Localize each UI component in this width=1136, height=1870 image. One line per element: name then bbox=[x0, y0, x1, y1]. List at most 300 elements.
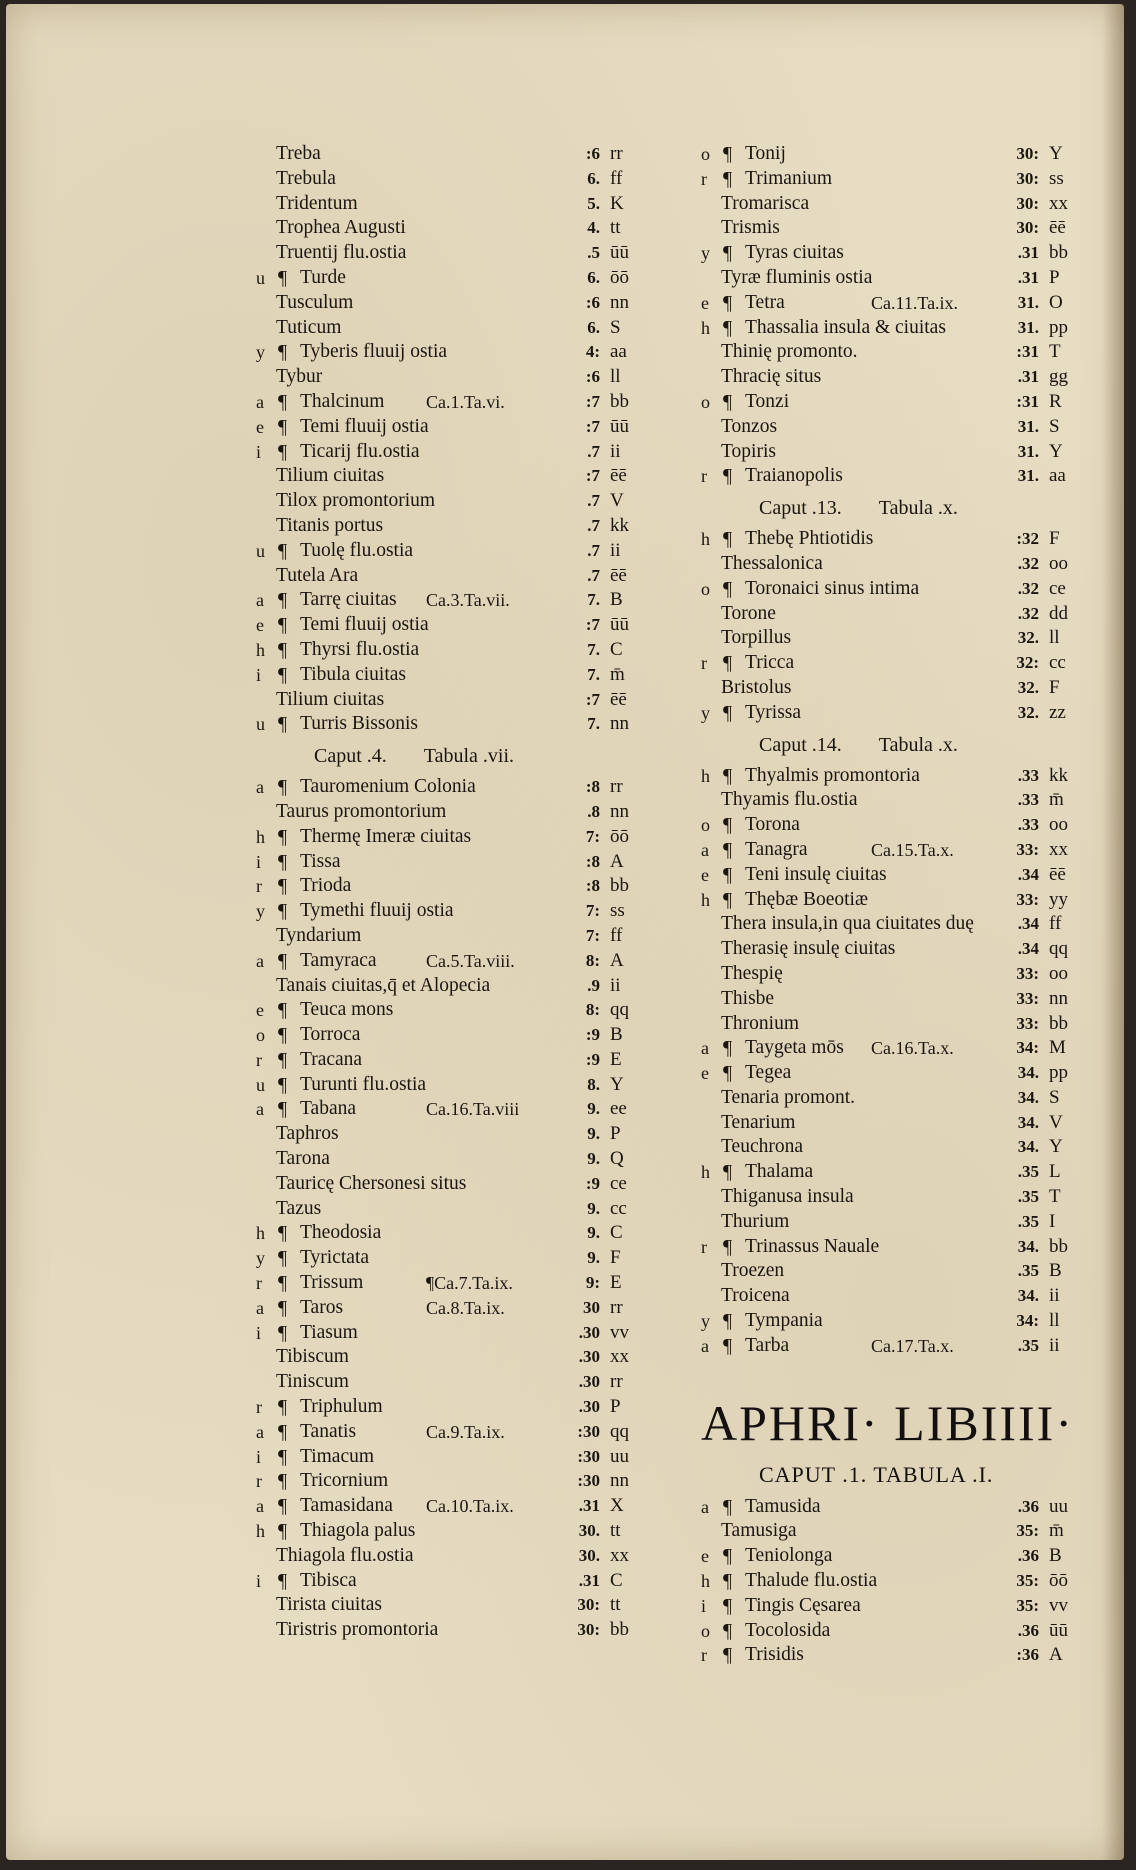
page-number: .30 bbox=[578, 1372, 600, 1392]
left-column bbox=[256, 142, 644, 1643]
grid-letter: tt bbox=[610, 217, 621, 239]
page-number: :30 bbox=[577, 1421, 600, 1441]
index-entry bbox=[256, 1048, 644, 1073]
index-entry bbox=[256, 588, 644, 613]
entry-name: Thessalonica bbox=[721, 552, 823, 574]
marginal-letter: h bbox=[256, 1521, 265, 1542]
entry-name: Therasię insulę ciuitas bbox=[721, 938, 896, 960]
index-entry bbox=[256, 440, 644, 465]
page-number: .7 bbox=[587, 515, 600, 535]
marginal-letter: e bbox=[256, 615, 264, 636]
page-number: 34. bbox=[1017, 1236, 1039, 1256]
caput-reference: Ca.8.Ta.ix. bbox=[426, 1297, 505, 1318]
caput-reference: Ca.5.Ta.viii. bbox=[426, 950, 515, 971]
page-number: .35 bbox=[1017, 1335, 1039, 1355]
index-entry bbox=[256, 142, 644, 167]
index-entry bbox=[701, 1619, 1083, 1644]
page-number: 33: bbox=[1016, 963, 1039, 983]
grid-letter: m̄ bbox=[1049, 789, 1064, 811]
grid-letter: ōō bbox=[1049, 1570, 1068, 1592]
entry-name: Thinię promonto. bbox=[721, 341, 858, 363]
index-entry bbox=[256, 712, 644, 737]
index-entry bbox=[256, 390, 644, 415]
index-entry bbox=[256, 1445, 644, 1470]
index-entry bbox=[256, 1618, 644, 1643]
grid-letter: ll bbox=[1049, 1310, 1060, 1332]
index-entry bbox=[701, 192, 1083, 217]
pilcrow-icon: ¶ bbox=[278, 875, 288, 898]
entry-name: Ticarij flu.ostia bbox=[300, 440, 420, 462]
entry-name: Tiristris promontoria bbox=[276, 1619, 439, 1641]
grid-letter: P bbox=[610, 1123, 621, 1145]
entry-name: Tauromenium Colonia bbox=[300, 776, 476, 798]
marginal-letter: i bbox=[256, 1446, 262, 1467]
page-number: .33 bbox=[1017, 815, 1039, 835]
entry-name: Tabana bbox=[300, 1098, 357, 1120]
index-entry bbox=[256, 167, 644, 192]
entry-name: Thebę Phtiotidis bbox=[745, 528, 874, 550]
entry-name: Timacum bbox=[300, 1445, 375, 1467]
index-entry bbox=[701, 1235, 1083, 1260]
pilcrow-icon: ¶ bbox=[278, 440, 288, 463]
grid-letter: ūū bbox=[610, 242, 629, 264]
grid-letter: pp bbox=[1049, 316, 1068, 338]
pilcrow-icon: ¶ bbox=[278, 1222, 288, 1245]
pilcrow-icon: ¶ bbox=[723, 242, 733, 265]
index-entry bbox=[256, 1296, 644, 1321]
entry-name: Tyræ fluminis ostia bbox=[721, 266, 873, 288]
page-number: 7. bbox=[587, 590, 600, 610]
grid-letter: ss bbox=[1049, 167, 1064, 189]
pilcrow-icon: ¶ bbox=[723, 1161, 733, 1184]
pilcrow-icon: ¶ bbox=[723, 1235, 733, 1258]
marginal-letter: y bbox=[256, 342, 265, 363]
page-number: 7. bbox=[587, 664, 600, 684]
grid-letter: rr bbox=[610, 776, 623, 798]
page-number: 30: bbox=[1016, 144, 1039, 163]
entry-name: Taphros bbox=[276, 1123, 339, 1145]
grid-letter: T bbox=[1049, 1186, 1061, 1208]
entry-name: Tymethi fluuij ostia bbox=[300, 900, 454, 922]
entry-name: Trophea Augusti bbox=[276, 217, 406, 239]
index-entry bbox=[701, 415, 1083, 440]
marginal-letter: r bbox=[256, 1049, 262, 1070]
entry-name: Tyberis fluuij ostia bbox=[300, 341, 448, 363]
page-number: :30 bbox=[577, 1471, 600, 1491]
grid-letter: rr bbox=[610, 1296, 623, 1318]
page-number: 33: bbox=[1016, 889, 1039, 909]
grid-letter: ff bbox=[1049, 913, 1062, 935]
page-number: :7 bbox=[585, 466, 600, 486]
entry-name: Trebula bbox=[276, 167, 336, 189]
marginal-letter: e bbox=[256, 416, 264, 437]
index-entry bbox=[701, 216, 1083, 241]
page-number: 30. bbox=[578, 1545, 600, 1565]
index-entry bbox=[701, 1210, 1083, 1235]
grid-letter: S bbox=[1049, 1086, 1060, 1108]
index-entry bbox=[256, 1345, 644, 1370]
entry-name: Troicena bbox=[721, 1285, 790, 1307]
pilcrow-icon: ¶ bbox=[723, 528, 733, 551]
entry-name: Troezen bbox=[721, 1260, 785, 1282]
entry-name: Theodosia bbox=[300, 1222, 382, 1244]
caput-reference: Ca.3.Ta.vii. bbox=[426, 590, 510, 611]
index-entry bbox=[701, 1135, 1083, 1160]
index-entry bbox=[701, 764, 1083, 789]
index-entry bbox=[701, 1334, 1083, 1359]
marginal-letter: e bbox=[701, 864, 709, 885]
grid-letter: nn bbox=[610, 291, 629, 313]
page-number: .32 bbox=[1017, 553, 1039, 573]
index-entry bbox=[256, 1569, 644, 1594]
page-number: .7 bbox=[587, 441, 600, 461]
entry-name: Turris Bissonis bbox=[300, 713, 418, 735]
grid-letter: kk bbox=[610, 514, 629, 536]
grid-letter: S bbox=[610, 316, 621, 338]
entry-name: Thalude flu.ostia bbox=[745, 1570, 878, 1592]
marginal-letter: h bbox=[256, 639, 265, 660]
grid-letter: ii bbox=[610, 539, 621, 561]
page-number: .36 bbox=[1017, 1496, 1039, 1516]
page-number: :6 bbox=[585, 292, 600, 312]
grid-letter: V bbox=[610, 490, 624, 512]
index-entry bbox=[256, 216, 644, 241]
pilcrow-icon: ¶ bbox=[723, 1570, 733, 1593]
pilcrow-icon: ¶ bbox=[278, 1024, 288, 1047]
pilcrow-icon: ¶ bbox=[278, 776, 288, 799]
pilcrow-icon: ¶ bbox=[723, 1334, 733, 1357]
grid-letter: qq bbox=[610, 1420, 629, 1442]
index-entry bbox=[701, 241, 1083, 266]
grid-letter: A bbox=[610, 850, 624, 872]
index-entry bbox=[701, 390, 1083, 415]
entry-name: Tazus bbox=[276, 1197, 322, 1219]
index-entry bbox=[701, 1284, 1083, 1309]
entry-name: Torone bbox=[721, 602, 776, 624]
entry-name: Teuchrona bbox=[721, 1136, 804, 1158]
page-number: :7 bbox=[585, 391, 600, 411]
entry-name: Trisidis bbox=[745, 1644, 804, 1666]
page-number: :6 bbox=[585, 144, 600, 163]
entry-name: Tibula ciuitas bbox=[300, 663, 406, 685]
entry-name: Trinassus Nauale bbox=[745, 1235, 880, 1257]
grid-letter: xx bbox=[1049, 192, 1068, 214]
index-entry bbox=[701, 626, 1083, 651]
page-number: 4: bbox=[585, 342, 600, 362]
grid-letter: bb bbox=[1049, 242, 1068, 264]
section-heading bbox=[256, 737, 644, 775]
entry-name: Taygeta mōs bbox=[745, 1037, 844, 1059]
caput-label: Caput .4. bbox=[314, 745, 387, 768]
index-entry bbox=[701, 1111, 1083, 1136]
entry-name: Tilium ciuitas bbox=[276, 465, 385, 487]
entry-name: Thalama bbox=[745, 1161, 814, 1183]
pilcrow-icon: ¶ bbox=[723, 577, 733, 600]
grid-letter: xx bbox=[1049, 838, 1068, 860]
grid-letter: ll bbox=[1049, 627, 1060, 649]
page-number: 31. bbox=[1017, 317, 1039, 337]
index-entry bbox=[701, 1544, 1083, 1569]
marginal-letter: i bbox=[256, 851, 262, 872]
index-entry bbox=[701, 1643, 1083, 1668]
entry-name: Thracię situs bbox=[721, 366, 822, 388]
entry-name: Tromarisca bbox=[721, 192, 810, 214]
pilcrow-icon: ¶ bbox=[723, 652, 733, 675]
index-entry bbox=[256, 899, 644, 924]
page-number: .31 bbox=[578, 1570, 600, 1590]
pilcrow-icon: ¶ bbox=[278, 638, 288, 661]
page-number: .7 bbox=[587, 540, 600, 560]
grid-letter: T bbox=[1049, 341, 1061, 363]
entry-name: Thisbe bbox=[721, 987, 775, 1009]
page-number: .34 bbox=[1017, 914, 1039, 934]
caput-reference: Ca.9.Ta.ix. bbox=[426, 1421, 505, 1442]
index-entry bbox=[701, 987, 1083, 1012]
index-entry bbox=[701, 552, 1083, 577]
marginal-letter: r bbox=[256, 1273, 262, 1294]
page-number: :31 bbox=[1016, 342, 1039, 362]
grid-letter: ōō bbox=[610, 825, 629, 847]
entry-name: Tuolę flu.ostia bbox=[300, 539, 414, 561]
page-number: 9: bbox=[585, 1273, 600, 1293]
page-number: 30: bbox=[1016, 193, 1039, 213]
grid-letter: bb bbox=[1049, 1235, 1068, 1257]
grid-letter: bb bbox=[610, 390, 629, 412]
page-number: .31 bbox=[1017, 367, 1039, 387]
page-number: .36 bbox=[1017, 1546, 1039, 1566]
entry-name: Triphulum bbox=[300, 1396, 383, 1418]
page-number: .35 bbox=[1017, 1261, 1039, 1281]
entry-name: Tauricę Chersonesi situs bbox=[276, 1172, 467, 1194]
index-entry bbox=[701, 863, 1083, 888]
grid-letter: V bbox=[1049, 1111, 1063, 1133]
page-number: .9 bbox=[587, 975, 600, 995]
marginal-letter: e bbox=[701, 1546, 709, 1567]
grid-letter: bb bbox=[610, 1619, 629, 1641]
pilcrow-icon: ¶ bbox=[723, 1619, 733, 1642]
index-entry bbox=[701, 1061, 1083, 1086]
page-number: 7: bbox=[585, 901, 600, 921]
page-number: 34. bbox=[1017, 1137, 1039, 1157]
grid-letter: F bbox=[1049, 676, 1060, 698]
page-number: .5 bbox=[587, 243, 600, 263]
page-number: .30 bbox=[578, 1347, 600, 1367]
page-number: .32 bbox=[1017, 603, 1039, 623]
entry-name: Tricca bbox=[745, 652, 795, 674]
page-number: .35 bbox=[1017, 1211, 1039, 1231]
grid-letter: ēē bbox=[610, 465, 627, 487]
index-entry bbox=[701, 1160, 1083, 1185]
pilcrow-icon: ¶ bbox=[723, 1594, 733, 1617]
page-number: .34 bbox=[1017, 939, 1039, 959]
index-entry bbox=[256, 688, 644, 713]
page-number: :7 bbox=[585, 416, 600, 436]
pilcrow-icon: ¶ bbox=[723, 838, 733, 861]
pilcrow-icon: ¶ bbox=[278, 1569, 288, 1592]
entry-name: Taros bbox=[300, 1296, 344, 1318]
grid-letter: ii bbox=[1049, 1334, 1060, 1356]
index-entry bbox=[256, 266, 644, 291]
pilcrow-icon: ¶ bbox=[278, 1520, 288, 1543]
entry-name: Treba bbox=[276, 143, 321, 164]
grid-letter: uu bbox=[610, 1445, 629, 1467]
entry-name: Thalcinum bbox=[300, 390, 385, 412]
page-number: 6. bbox=[587, 267, 600, 287]
index-entry bbox=[256, 291, 644, 316]
grid-letter: Y bbox=[1049, 440, 1063, 462]
index-entry bbox=[701, 1309, 1083, 1334]
pilcrow-icon: ¶ bbox=[278, 1098, 288, 1121]
entry-name: Tympania bbox=[745, 1310, 823, 1332]
index-entry bbox=[701, 813, 1083, 838]
entry-name: Tarba bbox=[745, 1334, 790, 1356]
entry-name: Tusculum bbox=[276, 291, 354, 313]
entry-name: Tenarium bbox=[721, 1111, 796, 1133]
index-entry bbox=[701, 142, 1083, 167]
page-number: 32. bbox=[1017, 702, 1039, 722]
page-number: 34: bbox=[1016, 1038, 1039, 1058]
grid-letter: R bbox=[1049, 390, 1062, 412]
entry-name: Tibiscum bbox=[276, 1346, 349, 1368]
pilcrow-icon: ¶ bbox=[723, 1037, 733, 1060]
page-number: .33 bbox=[1017, 765, 1039, 785]
marginal-letter: a bbox=[256, 1421, 264, 1442]
grid-letter: rr bbox=[610, 143, 623, 164]
grid-letter: cc bbox=[610, 1197, 627, 1219]
index-entry bbox=[256, 415, 644, 440]
grid-letter: vv bbox=[1049, 1594, 1068, 1616]
grid-letter: ll bbox=[610, 366, 621, 388]
entry-name: Tamusida bbox=[745, 1495, 821, 1517]
index-entry bbox=[256, 924, 644, 949]
section-heading bbox=[701, 489, 1083, 527]
grid-letter: cc bbox=[1049, 652, 1066, 674]
index-entry bbox=[701, 888, 1083, 913]
pilcrow-icon: ¶ bbox=[723, 1310, 733, 1333]
page-number: 31. bbox=[1017, 441, 1039, 461]
marginal-letter: y bbox=[256, 1248, 265, 1269]
entry-name: Tocolosida bbox=[745, 1619, 831, 1641]
marginal-letter: r bbox=[701, 653, 707, 674]
grid-letter: K bbox=[610, 192, 624, 214]
marginal-letter: y bbox=[256, 901, 265, 922]
page-number: 32. bbox=[1017, 628, 1039, 648]
marginal-letter: h bbox=[701, 317, 710, 338]
grid-letter: oo bbox=[1049, 814, 1068, 836]
entry-name: Tamasidana bbox=[300, 1495, 393, 1517]
grid-letter: B bbox=[610, 589, 623, 611]
index-entry bbox=[256, 1519, 644, 1544]
entry-name: Torona bbox=[745, 814, 800, 836]
pilcrow-icon: ¶ bbox=[723, 316, 733, 339]
grid-letter: tt bbox=[610, 1594, 621, 1616]
index-entry bbox=[256, 638, 644, 663]
page-number: .7 bbox=[587, 491, 600, 511]
index-entry bbox=[256, 564, 644, 589]
grid-letter: F bbox=[1049, 528, 1060, 550]
index-entry bbox=[701, 838, 1083, 863]
entry-name: Teniolonga bbox=[745, 1545, 833, 1567]
grid-letter: B bbox=[1049, 1545, 1062, 1567]
marginal-letter: a bbox=[256, 1297, 264, 1318]
pilcrow-icon: ¶ bbox=[278, 949, 288, 972]
index-entry bbox=[701, 316, 1083, 341]
entry-name: Tracana bbox=[300, 1048, 363, 1070]
grid-letter: Q bbox=[610, 1148, 624, 1170]
grid-letter: F bbox=[610, 1247, 621, 1269]
marginal-letter: o bbox=[701, 1620, 710, 1641]
entry-name: Thassalia insula & ciuitas bbox=[745, 316, 946, 338]
entry-name: Temi fluuij ostia bbox=[300, 614, 429, 636]
page-number: 33: bbox=[1016, 1013, 1039, 1033]
page-edge-shadow bbox=[1102, 4, 1124, 1860]
index-entry bbox=[701, 577, 1083, 602]
index-entry bbox=[256, 998, 644, 1023]
pilcrow-icon: ¶ bbox=[278, 713, 288, 736]
marginal-letter: a bbox=[256, 950, 264, 971]
pilcrow-icon: ¶ bbox=[278, 1321, 288, 1344]
marginal-letter: e bbox=[256, 1000, 264, 1021]
grid-letter: Y bbox=[1049, 143, 1063, 164]
entry-name: Tilium ciuitas bbox=[276, 688, 385, 710]
grid-letter: rr bbox=[610, 1371, 623, 1393]
grid-letter: L bbox=[1049, 1161, 1061, 1183]
caput-reference: Ca.1.Ta.vi. bbox=[426, 391, 505, 412]
entry-name: Tiniscum bbox=[276, 1371, 349, 1393]
entry-name: Bristolus bbox=[721, 676, 792, 698]
grid-letter: Y bbox=[1049, 1136, 1063, 1158]
index-entry bbox=[701, 167, 1083, 192]
grid-letter: ēē bbox=[1049, 217, 1066, 239]
page-number: 30. bbox=[578, 1521, 600, 1541]
pilcrow-icon: ¶ bbox=[278, 1420, 288, 1443]
entry-name: Turunti flu.ostia bbox=[300, 1073, 427, 1095]
marginal-letter: a bbox=[701, 1496, 709, 1517]
grid-letter: E bbox=[610, 1272, 622, 1294]
marginal-letter: i bbox=[256, 441, 262, 462]
entry-list bbox=[701, 142, 1083, 489]
entry-name: Truentij flu.ostia bbox=[276, 242, 407, 264]
entry-name: Teuca mons bbox=[300, 999, 394, 1021]
page-number: 30 bbox=[583, 1297, 600, 1317]
page-number: 34. bbox=[1017, 1087, 1039, 1107]
pilcrow-icon: ¶ bbox=[278, 1048, 288, 1071]
page-number: .30 bbox=[578, 1322, 600, 1342]
index-entry bbox=[256, 1395, 644, 1420]
pilcrow-icon: ¶ bbox=[278, 415, 288, 438]
marginal-letter: a bbox=[256, 590, 264, 611]
entry-name: Tridentum bbox=[276, 192, 358, 214]
page-number: 8. bbox=[587, 1074, 600, 1094]
entry-name: Tyras ciuitas bbox=[745, 242, 844, 264]
entry-name: Trismis bbox=[721, 217, 780, 239]
book-page bbox=[6, 4, 1124, 1860]
index-entry bbox=[701, 527, 1083, 552]
page-number: 35: bbox=[1016, 1571, 1039, 1591]
page-number: 8: bbox=[585, 950, 600, 970]
grid-letter: ff bbox=[610, 167, 623, 189]
entry-list bbox=[701, 527, 1083, 725]
index-entry bbox=[701, 266, 1083, 291]
grid-letter: vv bbox=[610, 1321, 629, 1343]
index-entry bbox=[701, 291, 1083, 316]
page-number: .35 bbox=[1017, 1162, 1039, 1182]
page-number: :9 bbox=[585, 1049, 600, 1069]
index-entry bbox=[701, 602, 1083, 627]
entry-name: Tanagra bbox=[745, 838, 808, 860]
entry-name: Tonij bbox=[745, 143, 786, 164]
page-number: 33: bbox=[1016, 988, 1039, 1008]
